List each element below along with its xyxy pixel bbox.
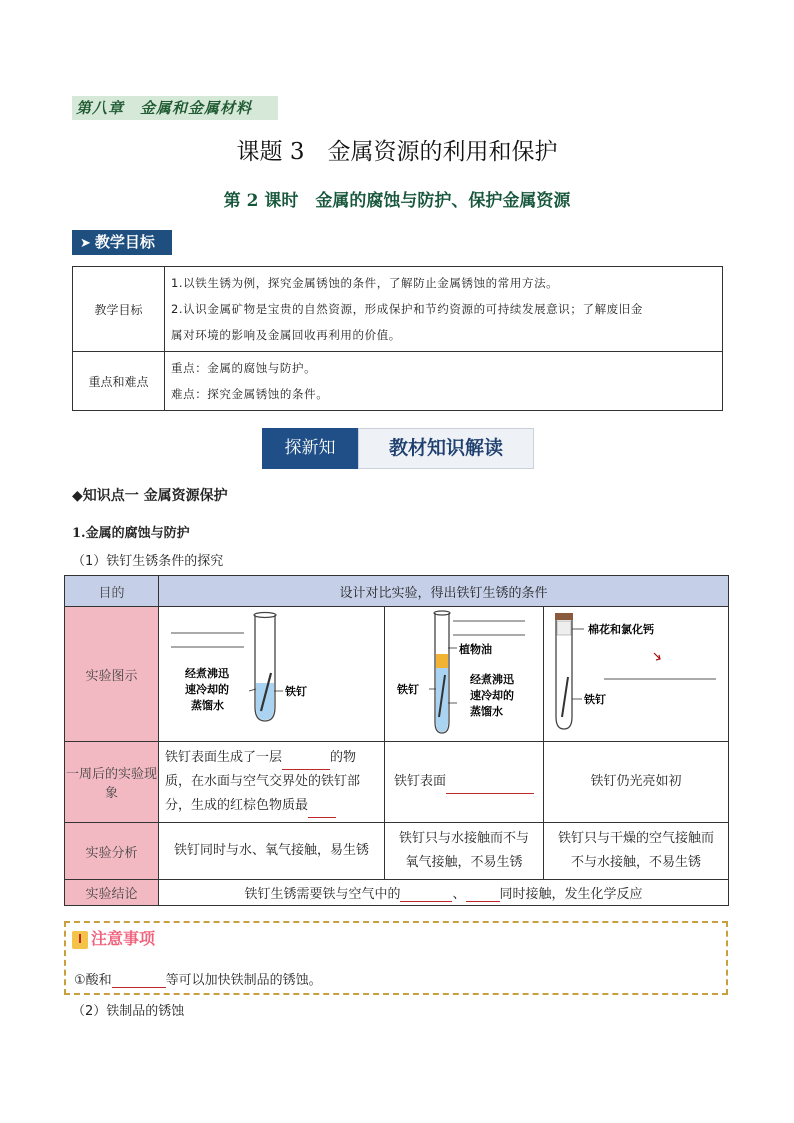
phenomenon-text: 分，生成的红棕色物质最 [165,798,309,813]
answer-blank[interactable] [112,974,166,988]
conclusion-part: 铁钉生锈需要铁与空气中的 [244,887,401,902]
figure-label: 实验图示 [65,607,159,742]
table-row [73,267,723,352]
analysis-c [544,823,729,880]
focus-row-head: 重点和难点 [73,352,165,411]
answer-blank[interactable] [466,888,500,902]
goals-table [72,266,723,411]
water-label: 经煮沸迅 [470,673,514,686]
nail-label: 铁钉 [584,693,606,706]
lesson-title: 课题 3 金属资源的利用和保护 [236,139,558,165]
answer-blank[interactable] [400,888,452,902]
analysis-label: 实验分析 [65,823,159,880]
table-row [65,823,729,880]
goal-line: 属对环境的影响及金属回收再利用的价值。 [171,328,401,342]
nail-label: 铁钉 [397,683,419,696]
notice-box [64,921,728,995]
analysis-text: 铁钉只与干燥的空气接触而 [557,831,714,846]
section-heading: 1.金属的腐蚀与防护 [72,526,190,541]
phenomenon-label: 一周后的实验现象 [65,742,159,823]
goal-line: 1.以铁生锈为例，探究金属锈蚀的条件，了解防止金属锈蚀的常用方法。 [171,276,559,290]
conclusion-part: 、 [452,887,466,902]
knowledge-point-title: ◆知识点一 金属资源保护 [72,488,228,504]
phenomenon-c: 铁钉仍光亮如初 [544,742,729,823]
focus-line: 重点：金属的腐蚀与防护。 [171,361,317,375]
focus-row-body [165,352,723,411]
phenomenon-text: 铁钉表面生成了一层 [165,750,283,765]
figure-c-cell [544,607,729,742]
water-label: 蒸馏水 [470,705,503,718]
arrow-right-icon: ➤ [80,236,91,251]
table-row [65,607,729,742]
water-label: 蒸馏水 [191,699,224,712]
purpose-label: 目的 [65,576,159,607]
test-tube-water-diagram [159,607,384,737]
goals-tag-label: 教学目标 [94,233,155,251]
notice-text: 等可以加快铁制品的锈蚀。 [165,973,322,988]
banner-left: 探新知 [262,428,358,469]
table-row [73,352,723,411]
subsection-heading: （1）铁钉生锈条件的探究 [72,554,224,569]
answer-blank[interactable] [308,804,336,818]
goal-line: 2.认识金属矿物是宝贵的自然资源，形成保护和节约资源的可持续发展意识；了解废旧金 [171,302,643,316]
subsection-heading: （2）铁制品的锈蚀 [72,1004,185,1019]
test-tube-dry-diagram [544,607,728,737]
phenomenon-b [385,742,544,823]
test-tube-oil-diagram [385,607,543,737]
nail-label: 铁钉 [285,685,307,698]
analysis-b [385,823,544,880]
figure-b-cell [385,607,544,742]
analysis-text: 铁钉只与水接触而不与 [398,831,529,846]
phenomenon-text: 铁钉表面 [393,774,446,789]
water-label: 速冷却的 [185,683,229,696]
cotton-label: 棉花和氯化钙 [588,623,654,636]
water-label: 速冷却的 [470,689,514,702]
chapter-label: 第八章 金属和金属材料 [72,96,278,120]
notice-text: ①酸和 [74,973,112,988]
conclusion-text [159,880,729,906]
analysis-a: 铁钉同时与水、氧气接触，易生锈 [159,823,385,880]
lesson-subtitle: 第 2 课时 金属的腐蚀与防护、保护金属资源 [223,191,571,211]
analysis-text: 不与水接触，不易生锈 [570,855,701,870]
table-row [65,880,729,906]
water-label: 经煮沸迅 [185,667,229,680]
notice-badge-label: 注意事项 [91,929,156,948]
banner-right: 教材知识解读 [358,428,534,469]
answer-blank[interactable] [446,780,534,794]
oil-label: 植物油 [459,643,492,656]
conclusion-part: 同时接触，发生化学反应 [499,887,643,902]
conclusion-label: 实验结论 [65,880,159,906]
table-row [65,742,729,823]
notice-line [74,969,322,988]
analysis-text: 氧气接触，不易生锈 [405,855,523,870]
experiment-table [64,575,729,906]
phenomenon-a [159,742,385,823]
table-row [65,576,729,607]
notice-badge [72,926,155,949]
figure-a-cell [159,607,385,742]
goals-row-body [165,267,723,352]
goals-row-head: 教学目标 [73,267,165,352]
difficulty-line: 难点：探究金属锈蚀的条件。 [171,387,329,401]
goals-tag [72,230,172,255]
section-banner [262,428,532,469]
phenomenon-text: 质，在水面与空气交界处的铁钉部 [165,774,361,789]
phenomenon-text: 的物 [330,750,357,765]
answer-blank[interactable] [282,756,330,770]
purpose-text: 设计对比实验，得出铁钉生锈的条件 [159,576,729,607]
notice-icon [72,931,88,949]
